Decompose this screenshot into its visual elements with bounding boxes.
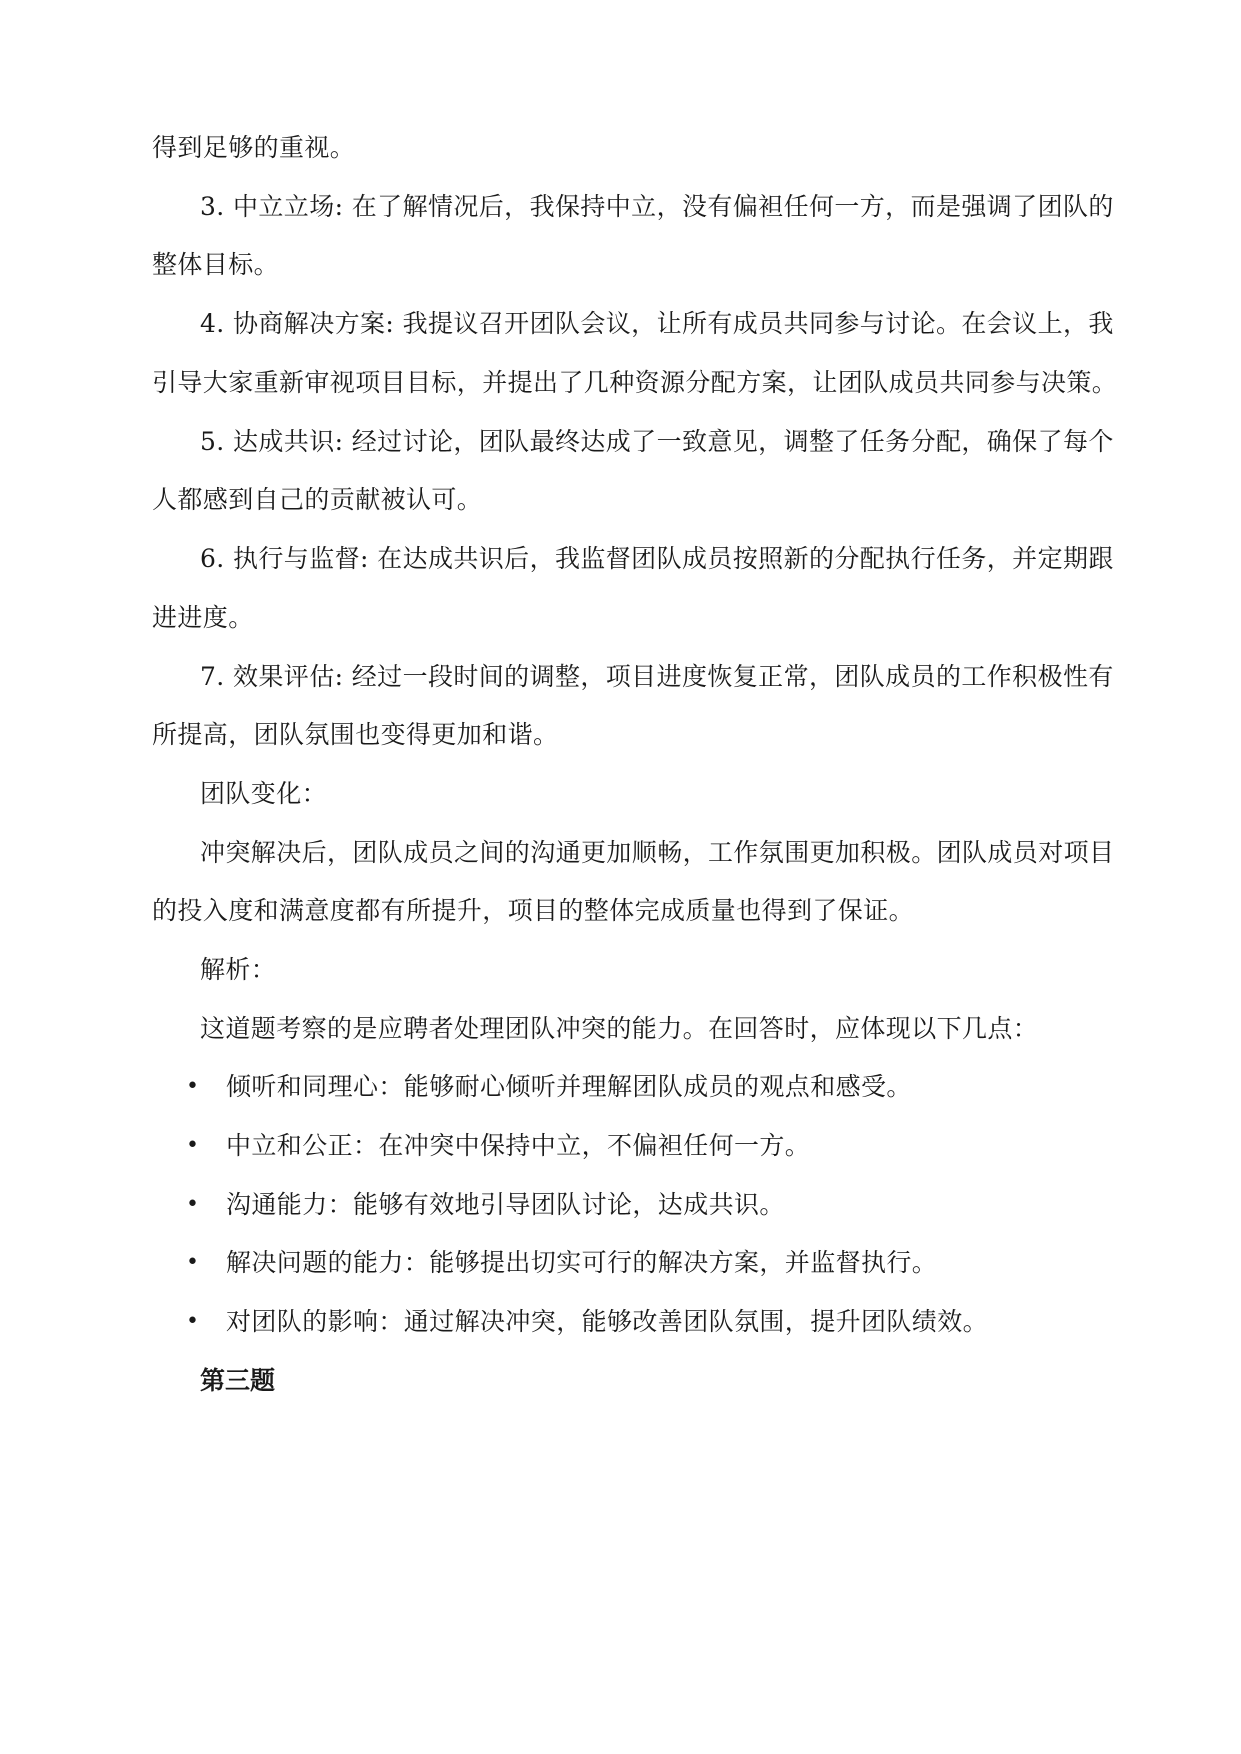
paragraph-line: 冲突解决后，团队成员之间的沟通更加顺畅，工作氛围更加积极。团队成员对项目 (200, 838, 1115, 867)
bullet-icon: • (186, 1074, 199, 1099)
section-label-analysis: 解析： (200, 955, 277, 984)
paragraph-line: 的投入度和满意度都有所提升，项目的整体完成质量也得到了保证。 (152, 896, 915, 925)
paragraph-line: 引导大家重新审视项目目标，并提出了几种资源分配方案，让团队成员共同参与决策。 (152, 368, 1118, 397)
bullet-icon: • (186, 1309, 199, 1334)
list-item-text: 沟通能力：能够有效地引导团队讨论，达成共识。 (226, 1190, 785, 1219)
section-heading: 第三题 (200, 1366, 276, 1395)
paragraph-line: 人都感到自己的贡献被认可。 (152, 485, 483, 514)
list-item-text: 倾听和同理心：能够耐心倾听并理解团队成员的观点和感受。 (226, 1072, 912, 1101)
paragraph-line: 所提高，团队氛围也变得更加和谐。 (152, 720, 559, 749)
paragraph-line: 4. 协商解决方案: 我提议召开团队会议，让所有成员共同参与讨论。在会议上，我 (200, 309, 1114, 338)
list-item-text: 对团队的影响：通过解决冲突，能够改善团队氛围，提升团队绩效。 (226, 1307, 989, 1336)
paragraph-line: 7. 效果评估: 经过一段时间的调整，项目进度恢复正常，团队成员的工作积极性有 (200, 662, 1114, 691)
list-item-text: 解决问题的能力：能够提出切实可行的解决方案，并监督执行。 (226, 1248, 938, 1277)
paragraph-line: 6. 执行与监督: 在达成共识后，我监督团队成员按照新的分配执行任务，并定期跟 (200, 544, 1114, 573)
list-item-text: 中立和公正：在冲突中保持中立，不偏袒任何一方。 (226, 1131, 811, 1160)
paragraph-line: 进进度。 (152, 603, 254, 632)
bullet-icon: • (186, 1133, 199, 1158)
paragraph-line: 3. 中立立场: 在了解情况后，我保持中立，没有偏袒任何一方，而是强调了团队的 (200, 192, 1114, 221)
bullet-icon: • (186, 1250, 199, 1275)
paragraph-line: 5. 达成共识: 经过讨论，团队最终达成了一致意见，调整了任务分配，确保了每个 (200, 427, 1114, 456)
paragraph-line: 这道题考察的是应聘者处理团队冲突的能力。在回答时，应体现以下几点： (200, 1014, 1039, 1043)
paragraph-line: 整体目标。 (152, 250, 280, 279)
section-label-team-change: 团队变化： (200, 779, 328, 808)
bullet-icon: • (186, 1192, 199, 1217)
paragraph-line: 得到足够的重视。 (152, 133, 356, 162)
